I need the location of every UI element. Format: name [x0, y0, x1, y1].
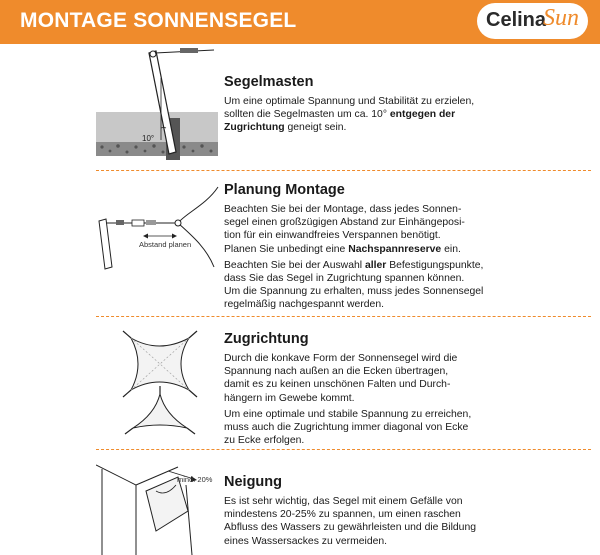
text-line: Durch die konkave Form der Sonnensegel wird die: [224, 353, 458, 364]
text-line: Spannung nach außen an die Ecken übertragen,: [224, 366, 449, 378]
section-divider: [96, 170, 591, 171]
logo-text-sun: Sun: [543, 5, 579, 31]
slope-illustration: [96, 455, 221, 555]
text-line: Planen Sie unbedingt eine Nachspannreserve ein.: [224, 243, 461, 255]
text-line: segel einen großzügigen Abstand zur Einhängeposi-: [224, 217, 465, 229]
text-line: Um die Spannung zu erhalten, muss jedes Sonnensegel: [224, 286, 484, 298]
text-line: Um eine optimale Spannung und Stabilität zu erzielen,: [224, 96, 475, 107]
logo-text-celina: Celina: [486, 9, 547, 31]
text-line: Es ist sehr wichtig, das Segel mit einem Gefälle von: [224, 496, 463, 507]
text-line: Um eine optimale und stabile Spannung zu erreichen,: [224, 408, 472, 420]
section-title-zugrichtung: Zugrichtung: [224, 331, 309, 347]
text-line: mindestens 20-25% zu spannen, um einen raschen: [224, 509, 461, 521]
section-divider: [96, 449, 591, 450]
section-text-neigung: [224, 495, 492, 548]
tension-direction-illustration: [115, 328, 205, 440]
brand-logo: [477, 3, 588, 39]
section-text-zugrichtung: [224, 352, 492, 447]
text-line: Zugrichtung geneigt sein.: [224, 122, 347, 134]
distance-label: Abstand planen: [139, 240, 192, 249]
angle-label: 10°: [142, 134, 155, 143]
text-line: Beachten Sie bei der Auswahl aller Befestigungspunkte,: [224, 259, 484, 271]
text-line: Abfluss des Wassers zu gewährleisten und die Bildung: [224, 522, 477, 534]
text-line: dass Sie das Segel in Zugrichtung spannen können.: [224, 273, 465, 285]
text-line: Beachten Sie bei der Montage, dass jedes Sonnen-: [224, 204, 462, 215]
text-line: damit es zu keinen unschönen Falten und Durch-: [224, 379, 451, 391]
text-line: eines Wassersackes zu vermeiden.: [224, 535, 388, 547]
text-line: tion für ein einwandfreies Verspannen benötigt.: [224, 230, 441, 242]
text-line: regelmäßig nachgespannt werden.: [224, 299, 384, 311]
section-title-neigung: Neigung: [224, 474, 282, 490]
section-title-segelmasten: Segelmasten: [224, 74, 314, 90]
mast-illustration: [96, 48, 218, 160]
slope-label: mind. 20%: [177, 475, 213, 484]
text-line: zu Ecke erfolgen.: [224, 435, 305, 447]
text-line: sollten die Segelmasten um ca. 10° entgegen der: [224, 109, 456, 121]
text-line: hängern im Gewebe kommt.: [224, 392, 355, 404]
planning-illustration: [96, 185, 221, 285]
header-bar: [0, 0, 600, 44]
text-line: muss auch die Zugrichtung immer diagonal von Ecke: [224, 422, 469, 434]
section-text-planung: [224, 203, 492, 312]
section-divider: [96, 316, 591, 317]
page-title: MONTAGE SONNENSEGEL: [20, 9, 297, 32]
section-text-segelmasten: [224, 95, 492, 135]
section-title-planung: Planung Montage: [224, 182, 345, 198]
